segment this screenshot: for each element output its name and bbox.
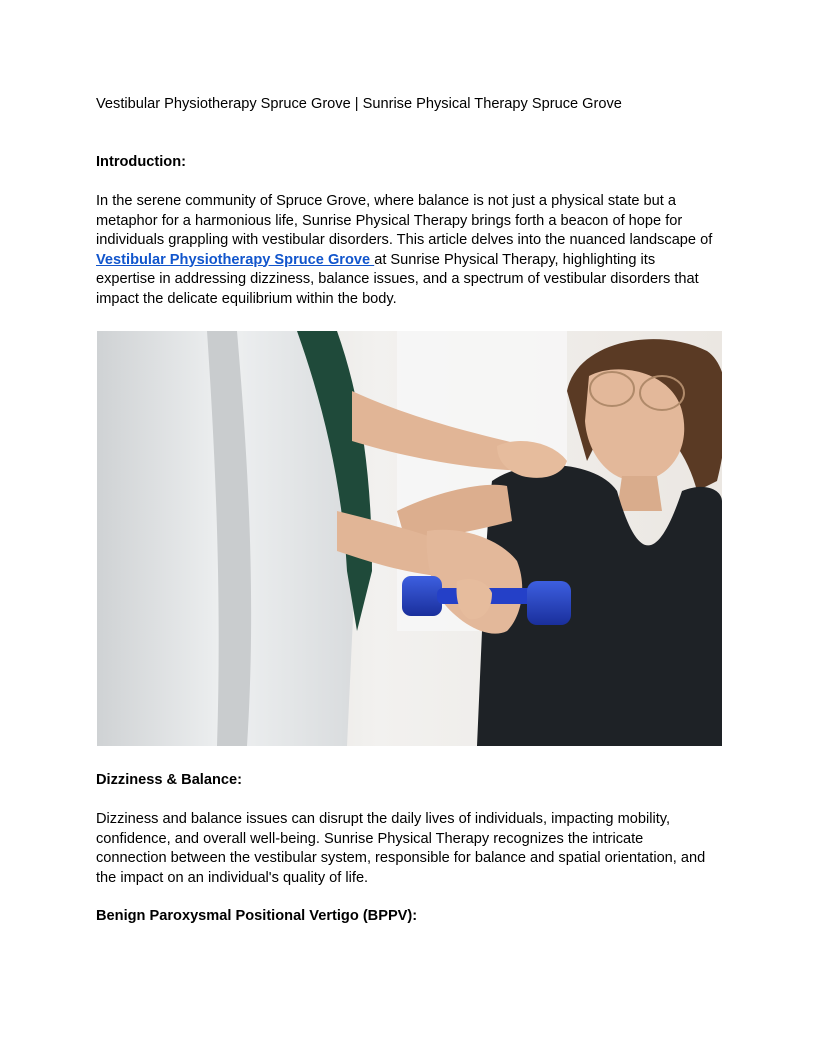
intro-paragraph <box>96 192 726 309</box>
dizziness-paragraph <box>96 810 726 888</box>
intro-line: individuals grappling with vestibular disorders. This article delves into the nuanced landscape of <box>96 232 713 248</box>
dizziness-line: connection between the vestibular system, responsible for balance and spatial orientation, and <box>96 850 706 866</box>
intro-line-with-link <box>96 251 726 271</box>
intro-line: In the serene community of Spruce Grove, where balance is not just a physical state but a <box>96 193 677 209</box>
dizziness-line: the impact on an individual's quality of life. <box>96 869 369 886</box>
intro-line: metaphor for a harmonious life, Sunrise Physical Therapy brings forth a beacon of hope for <box>96 212 683 229</box>
dizziness-line: confidence, and overall well-being. Sunrise Physical Therapy recognizes the intricate <box>96 830 644 847</box>
vestibular-physiotherapy-link[interactable]: Vestibular Physiotherapy Spruce Grove <box>96 251 375 268</box>
dizziness-line: Dizziness and balance issues can disrupt the daily lives of individuals, impacting mobility, <box>96 811 671 827</box>
intro-heading: Introduction: <box>96 154 186 170</box>
document-title: Vestibular Physiotherapy Spruce Grove | Sunrise Physical Therapy Spruce Grove <box>96 96 622 112</box>
intro-after-link: at Sunrise Physical Therapy, highlighting its <box>374 251 656 268</box>
bppv-heading: Benign Paroxysmal Positional Vertigo (BPPV): <box>96 908 418 924</box>
intro-line: expertise in addressing dizziness, balance issues, and a spectrum of vestibular disorders that <box>96 271 699 287</box>
dizziness-heading: Dizziness & Balance: <box>96 772 242 788</box>
intro-line: impact the delicate equilibrium within the body. <box>96 290 397 307</box>
therapy-photo <box>97 331 722 746</box>
